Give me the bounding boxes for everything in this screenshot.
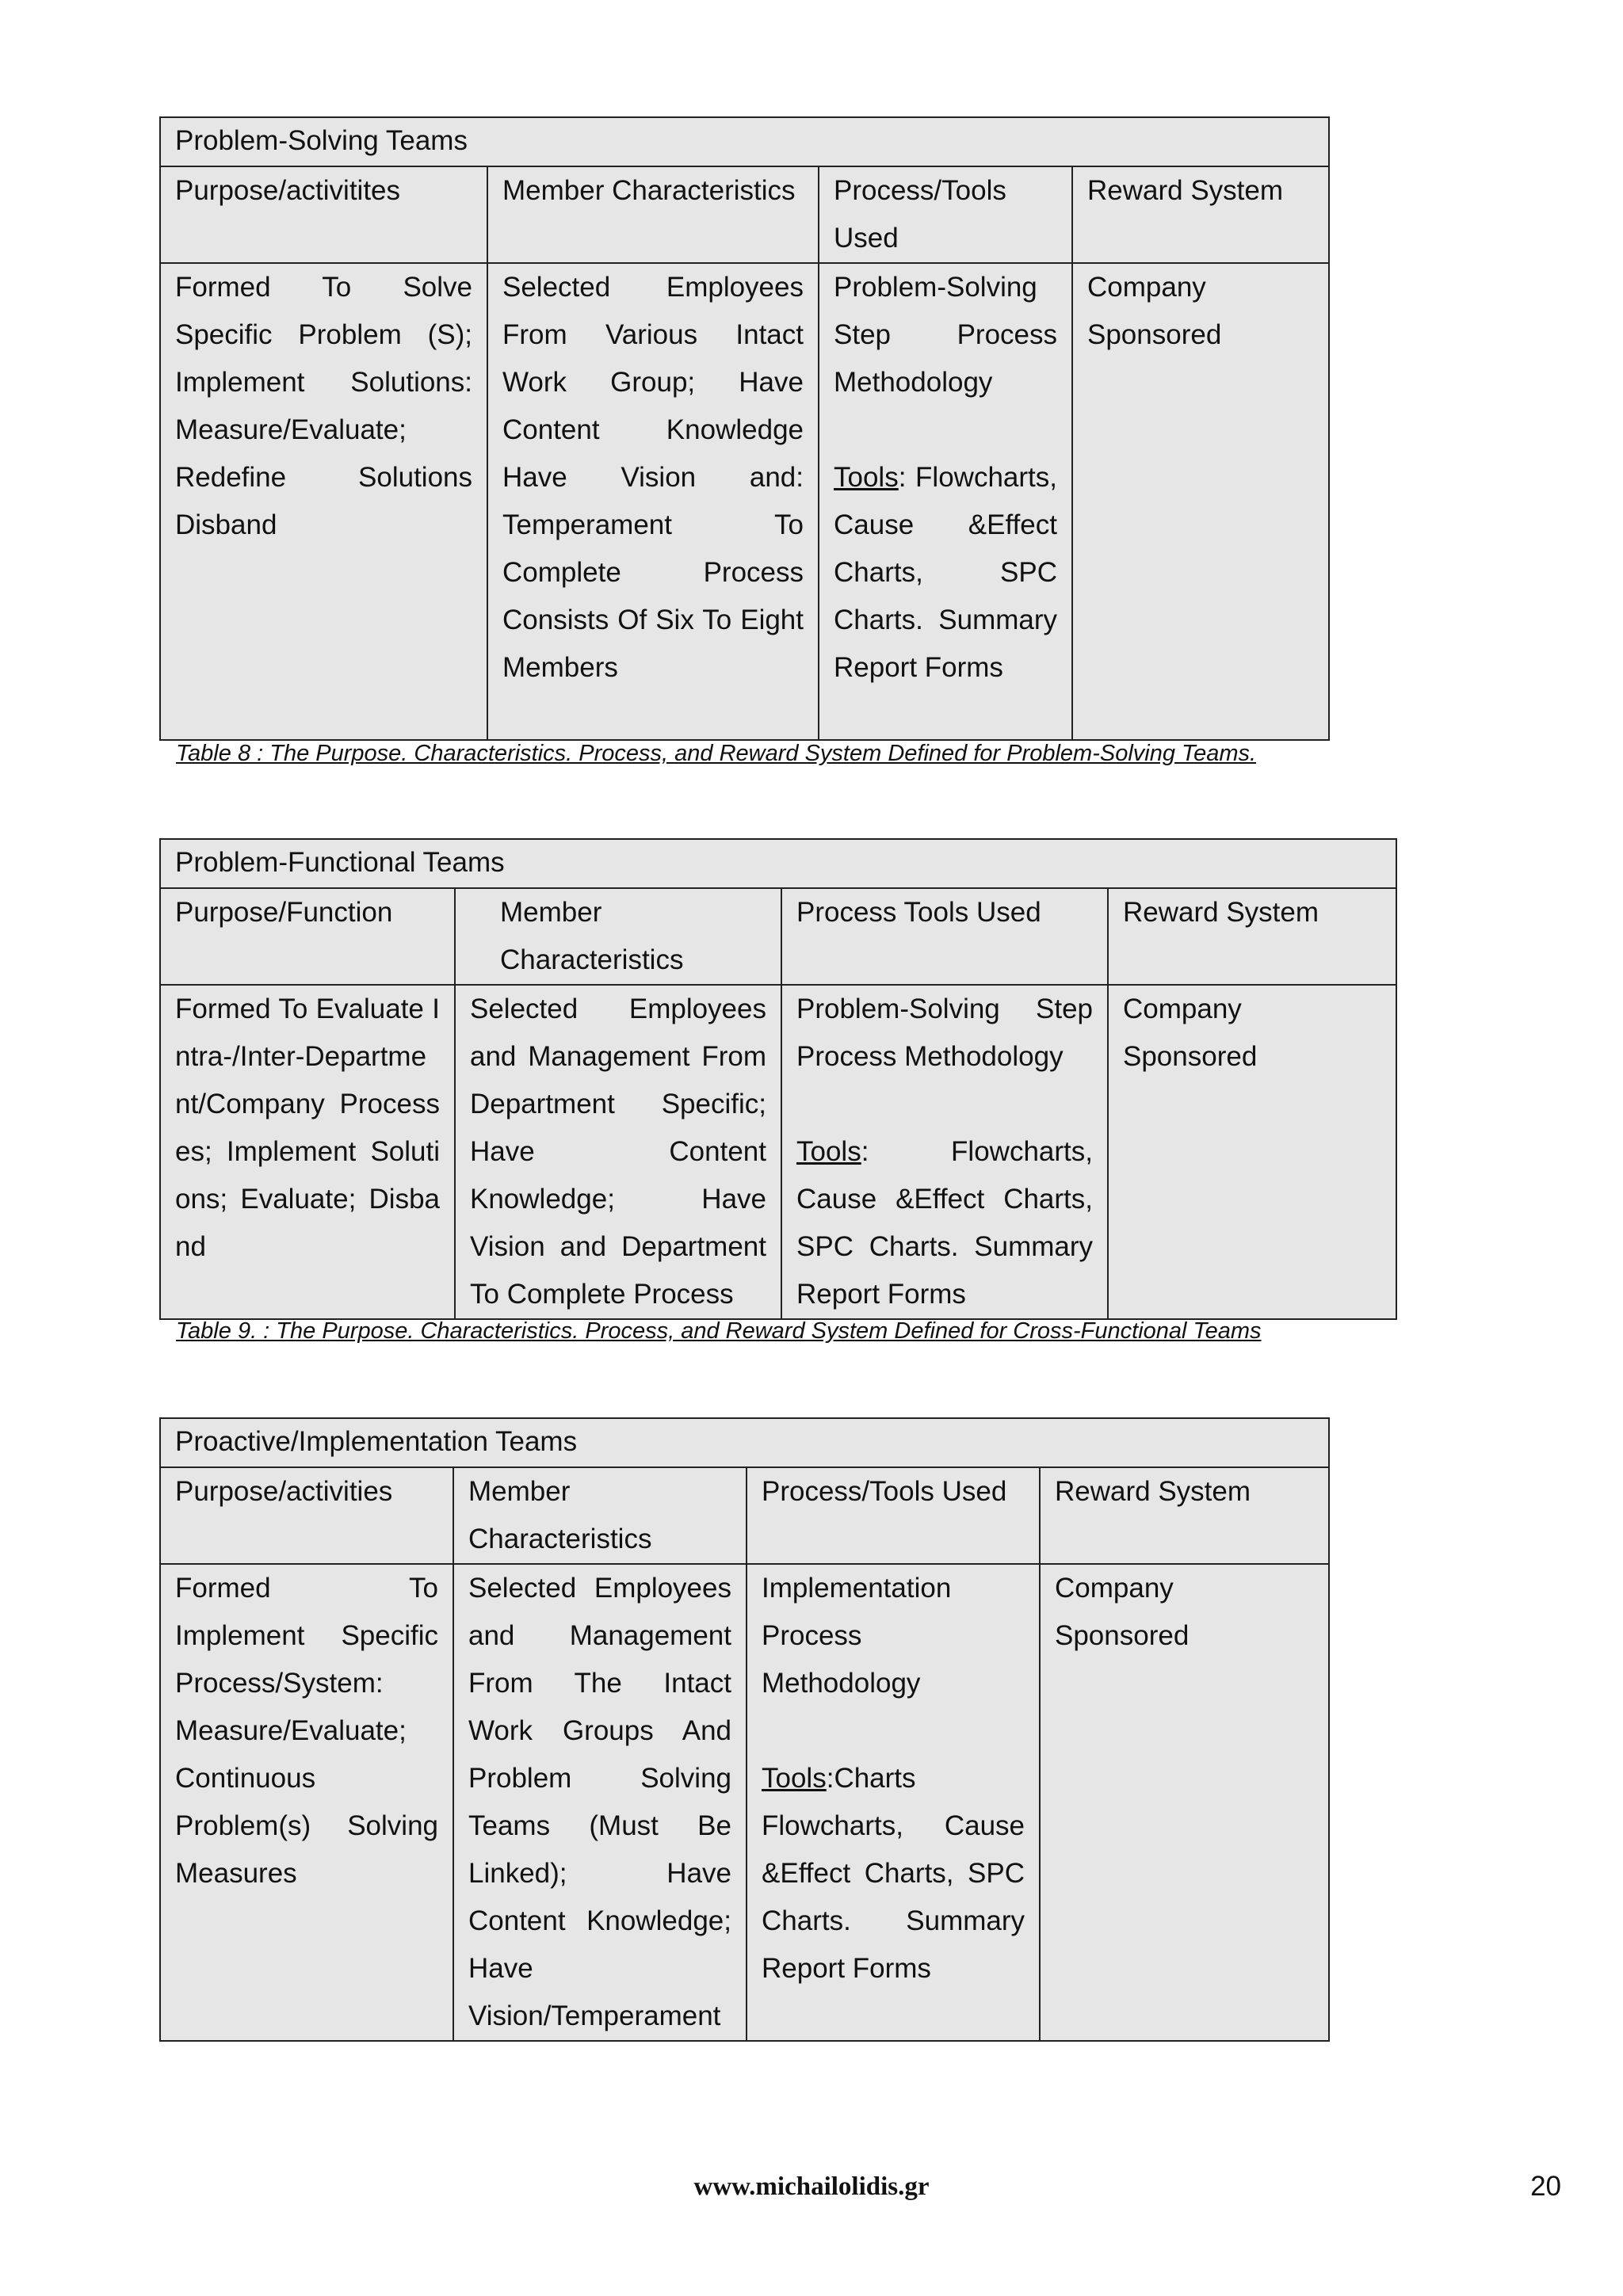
cell-purpose: Formed To Solve Specific Problem (S); Implement Solutions: Measure/Evaluate; Redefine Solutions Disband (160, 263, 487, 740)
tools-list: :Charts Flowcharts, Cause &Effect Charts, SPC Charts. Summary Report Forms (762, 1763, 1025, 1984)
page-number: 20 (1530, 2171, 1561, 2202)
header-member-characteristics: Member Characteristics (455, 888, 781, 985)
problem-solving-teams-table (159, 116, 1330, 741)
tools-list: : Flowcharts, Cause &Effect Charts, SPC Charts. Summary Report Forms (796, 1136, 1093, 1310)
cell-reward-system: Company Sponsored (1040, 1564, 1329, 2041)
proactive-implementation-teams-table (159, 1417, 1330, 2042)
cell-member-characteristics: Selected Employees and Management From The Intact Work Groups And Problem Solving Teams (Must Be Linked); Have Content Knowledge; Have Vision/Temperament (453, 1564, 747, 2041)
header-reward-system: Reward System (1072, 166, 1329, 263)
cell-process-tools (819, 263, 1072, 740)
table-title: Proactive/Implementation Teams (160, 1418, 1329, 1467)
header-purpose: Purpose/Function (160, 888, 455, 985)
header-reward-system: Reward System (1040, 1467, 1329, 1564)
cell-purpose: Formed To Evaluate Intra-/Inter-Department/Company Processes; Implement Solutions; Evaluate; Disband (160, 985, 455, 1319)
header-reward-system: Reward System (1108, 888, 1396, 985)
header-member-characteristics: Member Characteristics (487, 166, 819, 263)
tools-list: : Flowcharts, Cause &Effect Charts, SPC Charts. Summary Report Forms (834, 462, 1057, 683)
cell-member-characteristics: Selected Employees and Management From Department Specific; Have Content Knowledge; Have Vision and Department To Complete Process (455, 985, 781, 1319)
header-process-tools: Process/Tools Used (819, 166, 1072, 263)
cell-reward-system: Company Sponsored (1108, 985, 1396, 1319)
table-caption: Table 9. : The Purpose. Characteristics. Process, and Reward System Defined for Cross-Functional Teams (176, 1318, 1262, 1344)
cell-process-tools (747, 1564, 1040, 2041)
header-member-characteristics: Member Characteristics (453, 1467, 747, 1564)
header-purpose: Purpose/activities (160, 1467, 453, 1564)
cell-reward-system: Company Sponsored (1072, 263, 1329, 740)
tools-label: Tools (834, 462, 899, 493)
table-caption: Table 8 : The Purpose. Characteristics. Process, and Reward System Defined for Problem-Solving Teams. (176, 741, 1257, 766)
tools-label: Tools (796, 1136, 861, 1167)
process-methodology: Implementation Process Methodology (762, 1573, 952, 1699)
header-purpose: Purpose/activitites (160, 166, 487, 263)
table-title: Problem-Solving Teams (160, 117, 1329, 166)
header-process-tools: Process/Tools Used (747, 1467, 1040, 1564)
cell-purpose: Formed To Implement Specific Process/System: Measure/Evaluate; Continuous Problem(s) Solving Measures (160, 1564, 453, 2041)
tools-label: Tools (762, 1763, 827, 1794)
header-process-tools: Process Tools Used (781, 888, 1108, 985)
process-methodology: Problem-Solving Step Process Methodology (796, 994, 1093, 1072)
cell-member-characteristics: Selected Employees From Various Intact Work Group; Have Content Knowledge Have Vision and: Temperament To Complete Process Consists Of Six To Eight Members (487, 263, 819, 740)
footer-website: www.michailolidis.gr (693, 2172, 930, 2201)
cell-process-tools (781, 985, 1108, 1319)
table-title: Problem-Functional Teams (160, 839, 1396, 888)
problem-functional-teams-table (159, 838, 1397, 1320)
process-methodology: Problem-Solving Step Process Methodology (834, 272, 1057, 398)
